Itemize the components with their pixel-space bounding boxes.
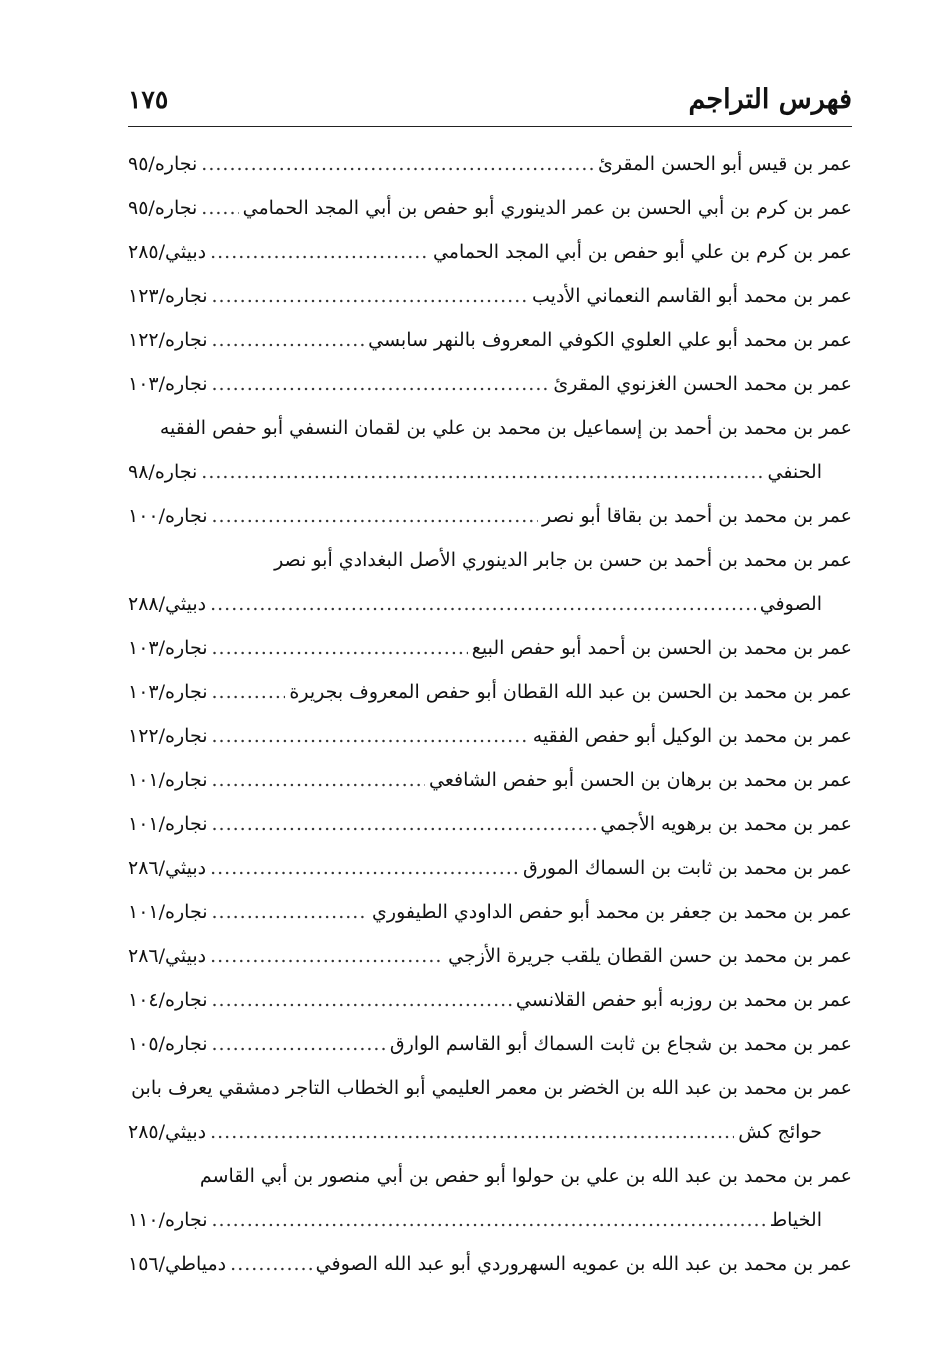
- index-entry: [128, 846, 852, 890]
- entry-text: عمر بن محمد بن حسن القطان يلقب جريرة الأزجي: [448, 945, 852, 967]
- entry-line: [128, 1066, 852, 1110]
- page-header: [128, 78, 852, 120]
- entry-reference: نجاره/١٠١: [128, 769, 208, 791]
- entry-text: عمر بن محمد بن الوكيل أبو حفص الفقيه: [532, 725, 852, 747]
- index-entry: [128, 1022, 852, 1066]
- entry-line: [128, 450, 852, 494]
- entry-text: عمر بن محمد بن شجاع بن ثابت السماك أبو القاسم الوارق: [389, 1033, 852, 1055]
- index-entries: [128, 142, 852, 1286]
- entry-text: عمر بن محمد بن الحسن بن أحمد أبو حفص البيع: [471, 637, 852, 659]
- entry-reference: نجاره/١٢٢: [128, 329, 208, 351]
- dot-leader: [210, 846, 519, 890]
- entry-text: عمر بن كرم بن علي أبو حفص بن أبي المجد الحمامي: [432, 241, 852, 263]
- index-entry: [128, 186, 852, 230]
- entry-text: عمر بن محمد بن عبد الله بن علي بن حولوا أبو حفص بن أبي منصور بن أبي القاسم: [199, 1165, 852, 1187]
- index-entry: [128, 1154, 852, 1242]
- entry-line: [128, 362, 852, 406]
- entry-reference: نجاره/١٠١: [128, 901, 208, 923]
- entry-reference: دبيثي/٢٨٦: [128, 857, 207, 879]
- entry-line: [128, 1242, 852, 1286]
- entry-line: [128, 626, 852, 670]
- entry-reference: نجاره/١٠٠: [128, 505, 208, 527]
- index-entry: [128, 274, 852, 318]
- dot-leader: [212, 978, 512, 1022]
- entry-text: عمر بن محمد أبو القاسم النعماني الأديب: [532, 285, 852, 307]
- entry-reference: نجاره/١٢٣: [128, 285, 208, 307]
- dot-leader: [212, 670, 286, 714]
- index-entry: [128, 934, 852, 978]
- entry-text: عمر بن محمد بن أحمد بن إسماعيل بن محمد بن علي بن لقمان النسفي أبو حفص الفقيه: [159, 417, 852, 439]
- header-rule: [128, 126, 852, 127]
- dot-leader: [210, 1110, 734, 1154]
- entry-text: عمر بن محمد بن عبد الله بن عمويه السهروردي أبو عبد الله الصوفي: [315, 1253, 852, 1275]
- entry-text: حوائج كش: [738, 1121, 822, 1143]
- entry-line: [128, 1022, 852, 1066]
- entry-text: عمر بن كرم بن أبي الحسن بن عمر الدينوري أبو حفص بن أبي المجد الحمامي: [242, 197, 852, 219]
- entry-text: عمر بن محمد بن برهويه الأجمي: [600, 813, 852, 835]
- dot-leader: [212, 758, 425, 802]
- page-number: ١٧٥: [128, 84, 169, 114]
- entry-line: [128, 1198, 852, 1242]
- entry-reference: دبيثي/٢٨٨: [128, 593, 207, 615]
- entry-line: [128, 142, 852, 186]
- entry-line: [128, 582, 852, 626]
- dot-leader: [212, 802, 597, 846]
- dot-leader: [212, 494, 539, 538]
- dot-leader: [212, 1198, 766, 1242]
- dot-leader: [201, 186, 238, 230]
- index-entry: [128, 670, 852, 714]
- entry-reference: نجاره/١٠٣: [128, 637, 208, 659]
- index-entry: [128, 538, 852, 626]
- entry-line: [128, 274, 852, 318]
- entry-reference: دبيثي/٢٨٦: [128, 945, 207, 967]
- entry-reference: نجاره/٩٨: [128, 461, 198, 483]
- entry-reference: نجاره/١٢٢: [128, 725, 208, 747]
- entry-line: [128, 1110, 852, 1154]
- dot-leader: [210, 934, 444, 978]
- index-entry: [128, 1242, 852, 1286]
- entry-line: [128, 714, 852, 758]
- entry-text: الخياط: [769, 1209, 822, 1231]
- entry-line: [128, 494, 852, 538]
- entry-line: [128, 538, 852, 582]
- entry-line: [128, 406, 852, 450]
- entry-text: عمر بن محمد بن جعفر بن محمد أبو حفص الداودي الطيفوري: [372, 901, 852, 923]
- dot-leader: [212, 318, 365, 362]
- entry-line: [128, 890, 852, 934]
- entry-reference: نجاره/١٠١: [128, 813, 208, 835]
- entry-line: [128, 670, 852, 714]
- dot-leader: [230, 1242, 312, 1286]
- entry-reference: نجاره/١١٠: [128, 1209, 208, 1231]
- entry-text: عمر بن محمد بن روزبه أبو حفص القلانسي: [515, 989, 852, 1011]
- entry-reference: نجاره/١٠٣: [128, 681, 208, 703]
- dot-leader: [201, 142, 594, 186]
- entry-line: [128, 318, 852, 362]
- entry-line: [128, 934, 852, 978]
- entry-reference: نجاره/١٠٥: [128, 1033, 208, 1055]
- index-entry: [128, 406, 852, 494]
- running-title: فهرس التراجم: [688, 83, 852, 115]
- entry-line: [128, 758, 852, 802]
- entry-text: عمر بن محمد بن ثابت بن السماك المورق: [523, 857, 852, 879]
- index-entry: [128, 142, 852, 186]
- index-entry: [128, 758, 852, 802]
- dot-leader: [201, 450, 763, 494]
- entry-reference: دبيثي/٢٨٥: [128, 241, 207, 263]
- dot-leader: [212, 362, 550, 406]
- entry-line: [128, 978, 852, 1022]
- entry-text: عمر بن محمد بن أحمد بن بقاقا أبو نصر: [542, 505, 852, 527]
- entry-text: عمر بن قيس أبو الحسن المقرئ: [598, 153, 852, 175]
- entry-line: [128, 230, 852, 274]
- entry-text: عمر بن محمد بن عبد الله بن الخضر بن معمر العليمي أبو الخطاب التاجر دمشقي يعرف بابن: [131, 1077, 852, 1099]
- index-entry: [128, 230, 852, 274]
- index-entry: [128, 890, 852, 934]
- dot-leader: [212, 626, 468, 670]
- index-entry: [128, 362, 852, 406]
- entry-text: الصوفي: [759, 593, 822, 615]
- entry-reference: دبيثي/٢٨٥: [128, 1121, 207, 1143]
- index-entry: [128, 626, 852, 670]
- entry-text: عمر بن محمد بن أحمد بن حسن بن جابر الدينوري الأصل البغدادي أبو نصر: [274, 549, 852, 571]
- dot-leader: [212, 714, 529, 758]
- index-entry: [128, 714, 852, 758]
- entry-text: عمر بن محمد الحسن الغزنوي المقرئ: [553, 373, 852, 395]
- index-entry: [128, 1066, 852, 1154]
- entry-line: [128, 802, 852, 846]
- dot-leader: [212, 1022, 386, 1066]
- entry-line: [128, 1154, 852, 1198]
- dot-leader: [212, 890, 369, 934]
- entry-text: عمر بن محمد أبو علي العلوي الكوفي المعروف بالنهر سابسي: [368, 329, 852, 351]
- index-entry: [128, 318, 852, 362]
- entry-reference: نجاره/٩٥: [128, 153, 198, 175]
- entry-text: عمر بن محمد بن الحسن بن عبد الله القطان أبو حفص المعروف بجريرة: [289, 681, 852, 703]
- entry-reference: نجاره/٩٥: [128, 197, 198, 219]
- entry-reference: نجاره/١٠٣: [128, 373, 208, 395]
- entry-line: [128, 846, 852, 890]
- index-entry: [128, 802, 852, 846]
- entry-line: [128, 186, 852, 230]
- entry-text: الحنفي: [767, 461, 822, 483]
- index-entry: [128, 978, 852, 1022]
- entry-text: عمر بن محمد بن برهان بن الحسن أبو حفص الشافعي: [428, 769, 852, 791]
- entry-reference: دمياطي/١٥٦: [128, 1253, 227, 1275]
- dot-leader: [210, 230, 429, 274]
- dot-leader: [212, 274, 529, 318]
- dot-leader: [210, 582, 756, 626]
- entry-reference: نجاره/١٠٤: [128, 989, 208, 1011]
- index-entry: [128, 494, 852, 538]
